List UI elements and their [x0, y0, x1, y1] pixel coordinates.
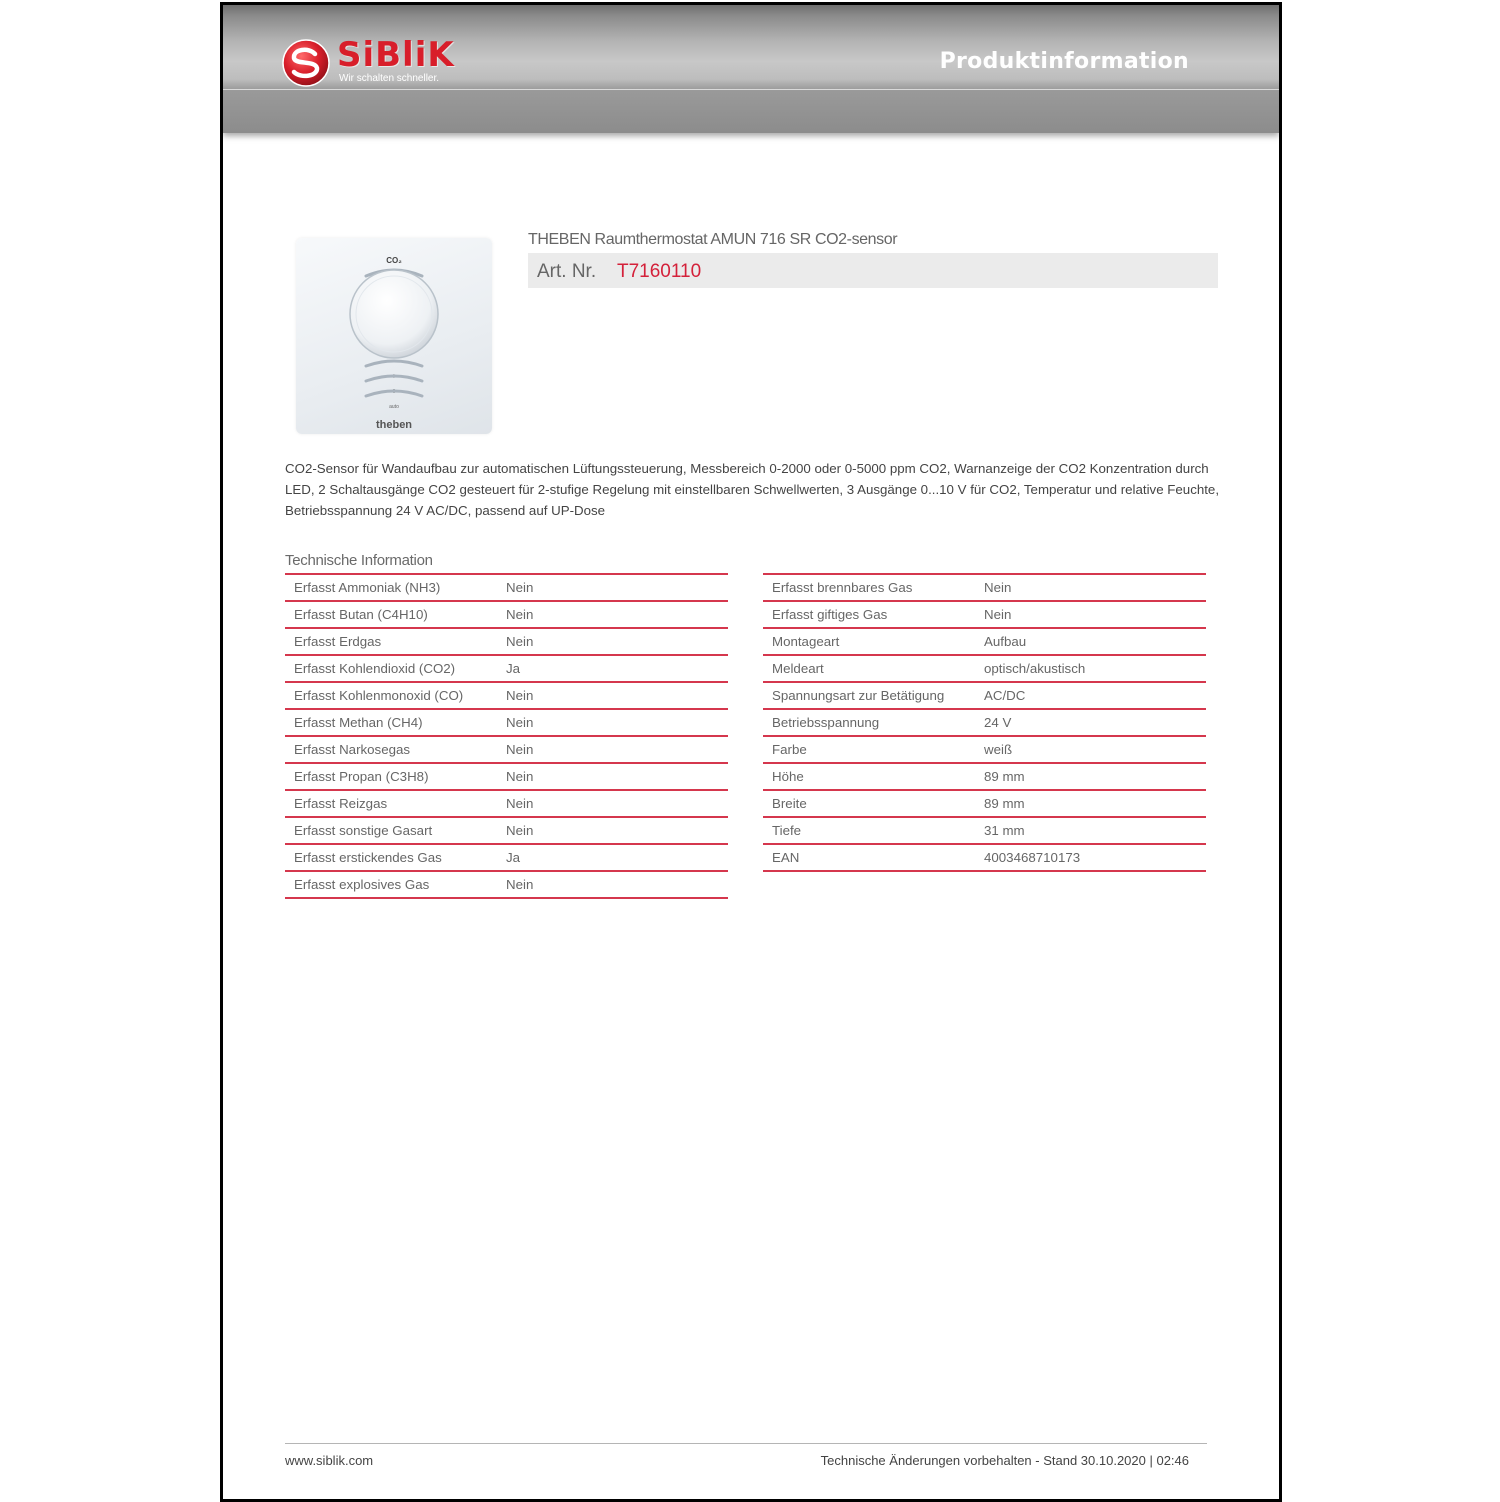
device-mark-3: auto	[389, 404, 399, 410]
header-bar	[223, 5, 1279, 133]
brand-slogan: Wir schalten schneller.	[339, 73, 440, 84]
spec-value: Nein	[506, 742, 534, 757]
spec-value: 89 mm	[984, 796, 1025, 811]
device-led-arc-1	[366, 361, 422, 366]
spec-name: Breite	[772, 796, 807, 811]
spec-value: Nein	[506, 607, 534, 622]
spec-name: Tiefe	[772, 823, 802, 838]
spec-row	[763, 789, 1206, 816]
spec-name: Erfasst explosives Gas	[294, 877, 430, 892]
spec-name: Erfasst Methan (CH4)	[294, 715, 423, 730]
footer-website-link[interactable]: www.siblik.com	[285, 1453, 374, 1468]
spec-row	[285, 870, 728, 899]
spec-name: Erfasst Reizgas	[294, 796, 388, 811]
product-description: CO2-Sensor für Wandaufbau zur automatischen Lüftungssteuerung, Messbereich 0-2000 oder 0-5000 ppm CO2, Warnanzeige der CO2 Konzentration durch LED, 2 Schaltausgänge CO2 gesteuert für 2-stufige Regelung mit einstellbaren Schwellwerten, 3 Ausgänge 0...10 V für CO2, Temperatur und relative Feuchte, Betriebsspannung 24 V AC/DC, passend auf UP-Dose	[285, 461, 1220, 518]
spec-value: Nein	[506, 634, 534, 649]
spec-value: 31 mm	[984, 823, 1025, 838]
spec-value: Nein	[506, 715, 534, 730]
device-co2-label: CO₂	[386, 256, 402, 265]
spec-value: 4003468710173	[984, 850, 1081, 865]
spec-row	[285, 762, 728, 789]
spec-name: Erfasst Ammoniak (NH3)	[294, 580, 441, 595]
spec-name: Erfasst Erdgas	[294, 634, 382, 649]
spec-row	[763, 600, 1206, 627]
product-title: THEBEN Raumthermostat AMUN 716 SR CO2-sensor	[528, 231, 898, 248]
spec-row	[763, 816, 1206, 843]
header-divider	[223, 89, 1279, 90]
spec-row	[763, 735, 1206, 762]
device-mark-1: I	[393, 374, 395, 380]
spec-value: Ja	[506, 850, 521, 865]
spec-row	[763, 627, 1206, 654]
spec-name: Höhe	[772, 769, 804, 784]
technical-info-heading: Technische Information	[285, 552, 433, 569]
siblik-logo[interactable]	[281, 35, 481, 88]
footer-divider	[285, 1443, 1207, 1444]
spec-name: Betriebsspannung	[772, 715, 880, 730]
spec-name: Meldeart	[772, 661, 824, 676]
spec-name: Erfasst sonstige Gasart	[294, 823, 433, 838]
brand-wordmark: SiBliK	[337, 35, 455, 75]
spec-row	[763, 762, 1206, 789]
spec-name: Erfasst Kohlendioxid (CO2)	[294, 661, 456, 676]
spec-table-right	[763, 573, 1206, 872]
spec-value: Nein	[506, 688, 534, 703]
spec-value: Nein	[506, 823, 534, 838]
spec-value: Nein	[506, 769, 534, 784]
co2-sensor-device-illustration	[296, 238, 492, 434]
spec-row	[285, 708, 728, 735]
product-sheet-page	[220, 2, 1282, 1502]
spec-value: Aufbau	[984, 634, 1027, 649]
product-image	[296, 238, 492, 434]
spec-row	[285, 573, 728, 600]
spec-name: Erfasst Propan (C3H8)	[294, 769, 429, 784]
spec-value: 24 V	[984, 715, 1012, 730]
article-number-bar	[528, 253, 1218, 288]
device-mark-2: II	[392, 389, 396, 395]
spec-row	[763, 708, 1206, 735]
siblik-logo-icon	[281, 38, 331, 88]
spec-row	[285, 789, 728, 816]
spec-value: Ja	[506, 661, 521, 676]
spec-name: Erfasst brennbares Gas	[772, 580, 913, 595]
spec-value: 89 mm	[984, 769, 1025, 784]
spec-value: Nein	[506, 580, 534, 595]
page-title: Produktinformation	[939, 49, 1189, 74]
spec-row	[763, 843, 1206, 872]
spec-row	[285, 654, 728, 681]
spec-name: Erfasst Narkosegas	[294, 742, 411, 757]
spec-row	[285, 627, 728, 654]
spec-value: Nein	[984, 580, 1012, 595]
spec-row	[763, 681, 1206, 708]
spec-value: weiß	[984, 742, 1013, 757]
spec-table-left	[285, 573, 728, 899]
footer-note: Technische Änderungen vorbehalten - Stand 30.10.2020 | 02:46	[820, 1453, 1189, 1468]
spec-value: Nein	[506, 877, 534, 892]
spec-name: Spannungsart zur Betätigung	[772, 688, 945, 703]
spec-value: Nein	[984, 607, 1012, 622]
device-knob	[350, 270, 438, 358]
spec-name: Montageart	[772, 634, 840, 649]
spec-row	[285, 816, 728, 843]
spec-row	[285, 681, 728, 708]
spec-value: optisch/akustisch	[984, 661, 1086, 676]
spec-name: Erfasst giftiges Gas	[772, 607, 888, 622]
spec-name: Erfasst Kohlenmonoxid (CO)	[294, 688, 464, 703]
spec-name: Farbe	[772, 742, 807, 757]
spec-row	[285, 735, 728, 762]
spec-value: Nein	[506, 796, 534, 811]
article-number-label: Art. Nr.	[537, 261, 597, 282]
article-number-value: T7160110	[617, 261, 702, 282]
spec-value: AC/DC	[984, 688, 1026, 703]
spec-row	[763, 573, 1206, 600]
spec-name: Erfasst erstickendes Gas	[294, 850, 442, 865]
spec-row	[763, 654, 1206, 681]
spec-row	[285, 843, 728, 870]
device-brand-label: theben	[375, 419, 413, 431]
spec-row	[285, 600, 728, 627]
spec-name: EAN	[772, 850, 800, 865]
spec-name: Erfasst Butan (C4H10)	[294, 607, 428, 622]
